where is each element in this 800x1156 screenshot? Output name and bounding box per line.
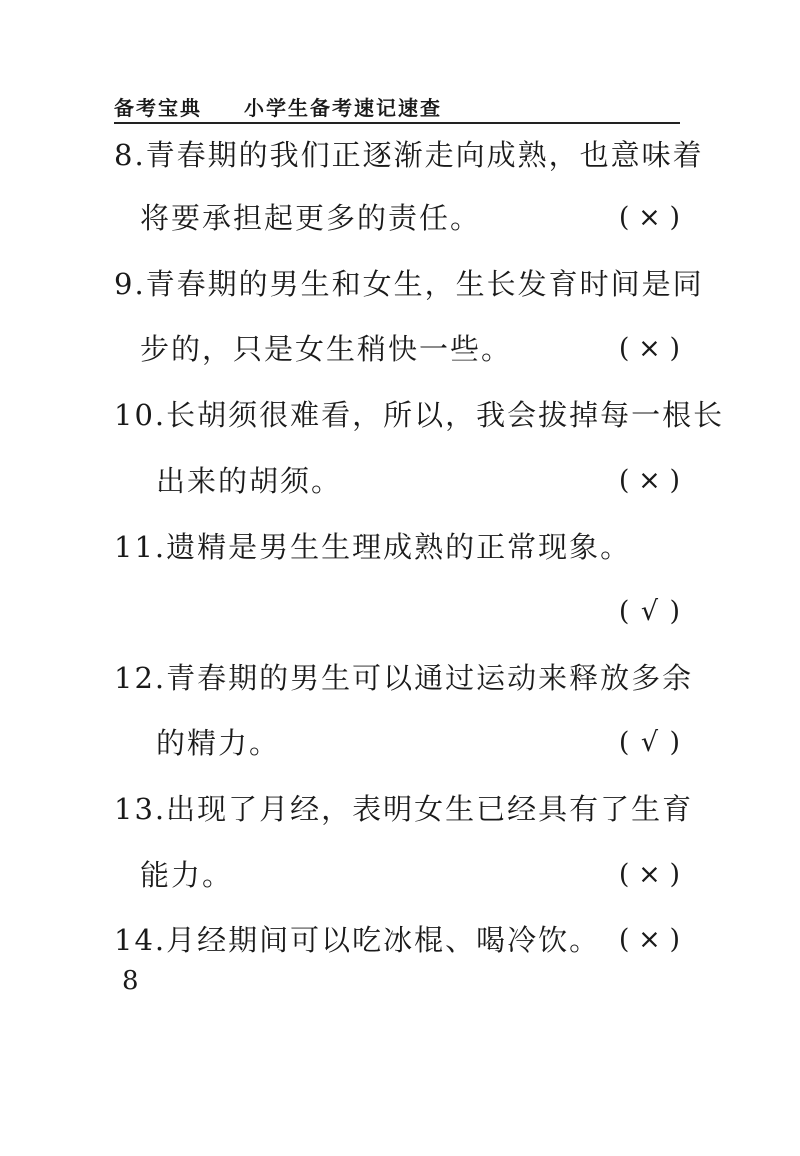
question-10-line-2: [156, 459, 680, 503]
question-text: 青春期的男生可以通过运动来释放多余: [166, 661, 694, 695]
cross-mark: ×: [638, 202, 661, 233]
question-11-answer-line: [114, 590, 680, 634]
question-text: 青春期的我们正逐渐走向成熟，也意味着: [145, 138, 704, 172]
question-text: 将要承担起更多的责任。: [140, 201, 482, 235]
question-13-line-2: [140, 853, 680, 897]
answer-10: ( × ): [619, 459, 680, 503]
question-number: 11.: [114, 530, 167, 564]
check-mark: √: [640, 727, 659, 758]
question-number: 13.: [114, 792, 167, 826]
cross-mark: ×: [638, 465, 661, 496]
question-12-line-2: [156, 721, 680, 765]
question-text: 步的，只是女生稍快一些。: [140, 332, 513, 366]
question-12-line-1: [114, 656, 694, 700]
question-10-line-1: [114, 393, 725, 437]
answer-12: ( √ ): [619, 721, 680, 765]
question-number: 10.: [114, 398, 167, 432]
question-text: 长胡须很难看，所以，我会拔掉每一根长: [166, 398, 725, 432]
check-mark: √: [640, 596, 659, 627]
question-text: 青春期的男生和女生，生长发育时间是同: [145, 267, 704, 301]
question-8-line-1: [114, 133, 704, 177]
cross-mark: ×: [638, 924, 661, 955]
cross-mark: ×: [638, 859, 661, 890]
page-header: [114, 86, 680, 124]
question-9-line-1: [114, 262, 704, 306]
header-brand: 备考宝典: [114, 96, 202, 120]
question-number: 12.: [114, 661, 167, 695]
question-text: 出来的胡须。: [156, 464, 343, 498]
answer-13: ( × ): [619, 853, 680, 897]
question-14-line-1: [114, 918, 680, 962]
header-subtitle: 小学生备考速记速查: [244, 96, 442, 120]
answer-11: ( √ ): [619, 590, 680, 634]
question-text: 的精力。: [156, 726, 281, 760]
question-text: 遗精是男生生理成熟的正常现象。: [166, 530, 632, 564]
question-text: 出现了月经，表明女生已经具有了生育: [166, 792, 694, 826]
question-number: 8.: [114, 138, 146, 172]
question-8-line-2: [140, 196, 680, 240]
question-13-line-1: [114, 787, 694, 831]
question-number: 14.: [114, 923, 167, 957]
cross-mark: ×: [638, 333, 661, 364]
question-text: 能力。: [140, 858, 234, 892]
answer-14: ( × ): [619, 918, 680, 962]
question-11-line-1: [114, 525, 680, 569]
question-9-line-2: [140, 327, 680, 371]
answer-9: ( × ): [619, 327, 680, 371]
answer-8: ( × ): [619, 196, 680, 240]
page-number: 8: [122, 966, 139, 996]
question-text: 月经期间可以吃冰棍、喝冷饮。: [166, 923, 601, 957]
question-number: 9.: [114, 267, 146, 301]
